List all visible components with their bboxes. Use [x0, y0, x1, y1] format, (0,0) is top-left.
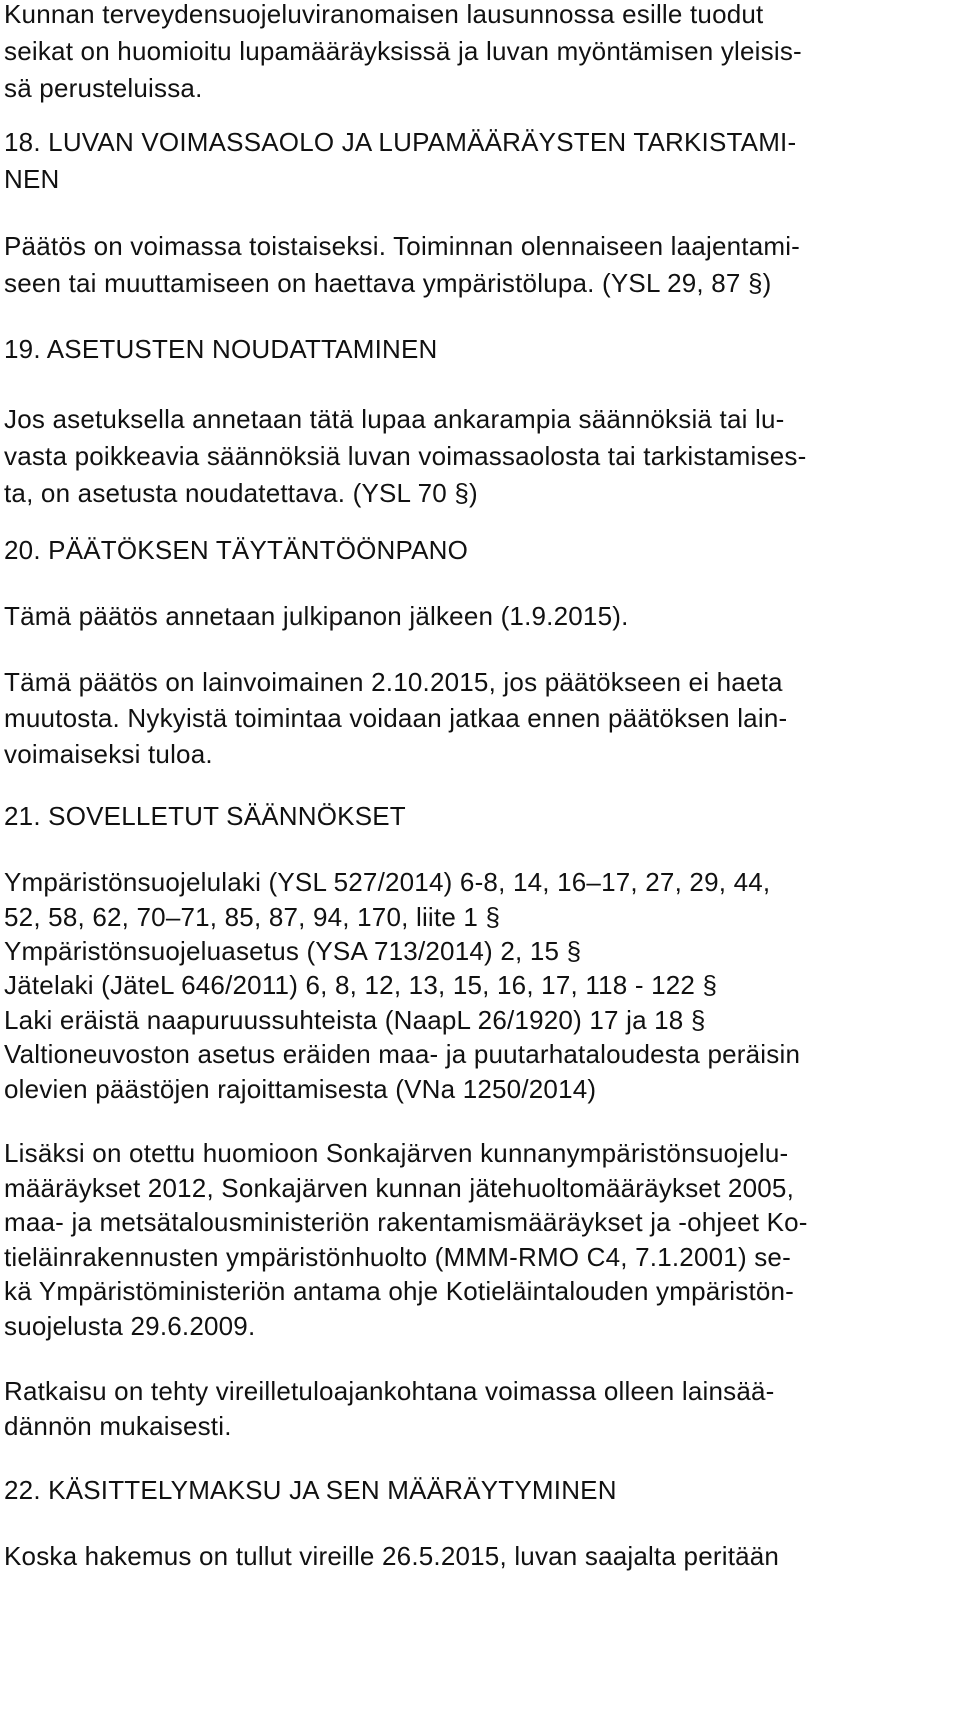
section-19-body-line: Jos asetuksella annetaan tätä lupaa ankarampia säännöksiä tai lu- — [4, 404, 785, 434]
section-22-heading: 22. KÄSITTELYMAKSU JA SEN MÄÄRÄYTYMINEN — [4, 1475, 617, 1505]
section-21-also-line: kä Ympäristöministeriön antama ohje Kotieläintalouden ympäristön- — [4, 1276, 795, 1306]
statute-line: Ympäristönsuojelulaki (YSL 527/2014) 6-8, 14, 16–17, 27, 29, 44, — [4, 867, 771, 897]
section-21-also-line: suojelusta 29.6.2009. — [4, 1311, 256, 1341]
section-18-heading: NEN — [4, 164, 60, 194]
section-20-heading: 20. PÄÄTÖKSEN TÄYTÄNTÖÖNPANO — [4, 535, 469, 565]
section-21-also-line: tieläinrakennusten ympäristönhuolto (MMM-RMO C4, 7.1.2001) se- — [4, 1242, 791, 1272]
section-20-paragraph: Tämä päätös annetaan julkipanon jälkeen (1.9.2015). — [4, 601, 629, 631]
intro-line: seikat on huomioitu lupamääräyksissä ja luvan myöntämisen yleisis- — [4, 36, 802, 66]
statute-line: 52, 58, 62, 70–71, 85, 87, 94, 170, liite 1 § — [4, 902, 501, 932]
section-21-also-line: määräykset 2012, Sonkajärven kunnan jätehuoltomääräykset 2005, — [4, 1173, 795, 1203]
statute-line: Laki eräistä naapuruussuhteista (NaapL 26/1920) 17 ja 18 § — [4, 1005, 706, 1035]
section-21-heading: 21. SOVELLETUT SÄÄNNÖKSET — [4, 801, 406, 831]
section-20-body-line: muutosta. Nykyistä toimintaa voidaan jatkaa ennen päätöksen lain- — [4, 703, 788, 733]
statute-line: Ympäristönsuojeluasetus (YSA 713/2014) 2, 15 § — [4, 936, 582, 966]
section-18-heading: 18. LUVAN VOIMASSAOLO JA LUPAMÄÄRÄYSTEN TARKISTAMI- — [4, 127, 797, 157]
section-20-body-line: Tämä päätös on lainvoimainen 2.10.2015, jos päätökseen ei haeta — [4, 667, 783, 697]
section-18-body-line: seen tai muuttamiseen on haettava ympäristölupa. (YSL 29, 87 §) — [4, 268, 772, 298]
section-20-body-line: voimaiseksi tuloa. — [4, 739, 213, 769]
intro-line: Kunnan terveydensuojeluviranomaisen lausunnossa esille tuodut — [4, 0, 764, 29]
section-21-also-line: Lisäksi on otettu huomioon Sonkajärven kunnanympäristönsuojelu- — [4, 1138, 789, 1168]
section-21-also-line: maa- ja metsätalousministeriön rakentamismääräykset ja -ohjeet Ko- — [4, 1207, 808, 1237]
statute-line: Valtioneuvoston asetus eräiden maa- ja puutarhataloudesta peräisin — [4, 1039, 801, 1069]
section-19-body-line: vasta poikkeavia säännöksiä luvan voimassaolosta tai tarkistamises- — [4, 441, 807, 471]
section-19-heading: 19. ASETUSTEN NOUDATTAMINEN — [4, 334, 438, 364]
statute-line: olevien päästöjen rajoittamisesta (VNa 1250/2014) — [4, 1074, 597, 1104]
section-21-decision-line: Ratkaisu on tehty vireilletuloajankohtana voimassa olleen lainsää- — [4, 1376, 775, 1406]
section-21-decision-line: dännön mukaisesti. — [4, 1411, 232, 1441]
section-19-body-line: ta, on asetusta noudatettava. (YSL 70 §) — [4, 478, 478, 508]
intro-line: sä perusteluissa. — [4, 73, 203, 103]
section-18-body-line: Päätös on voimassa toistaiseksi. Toiminnan olennaiseen laajentami- — [4, 231, 801, 261]
statute-line: Jätelaki (JäteL 646/2011) 6, 8, 12, 13, 15, 16, 17, 118 - 122 § — [4, 970, 718, 1000]
section-22-body-line: Koska hakemus on tullut vireille 26.5.2015, luvan saajalta peritään — [4, 1541, 780, 1571]
